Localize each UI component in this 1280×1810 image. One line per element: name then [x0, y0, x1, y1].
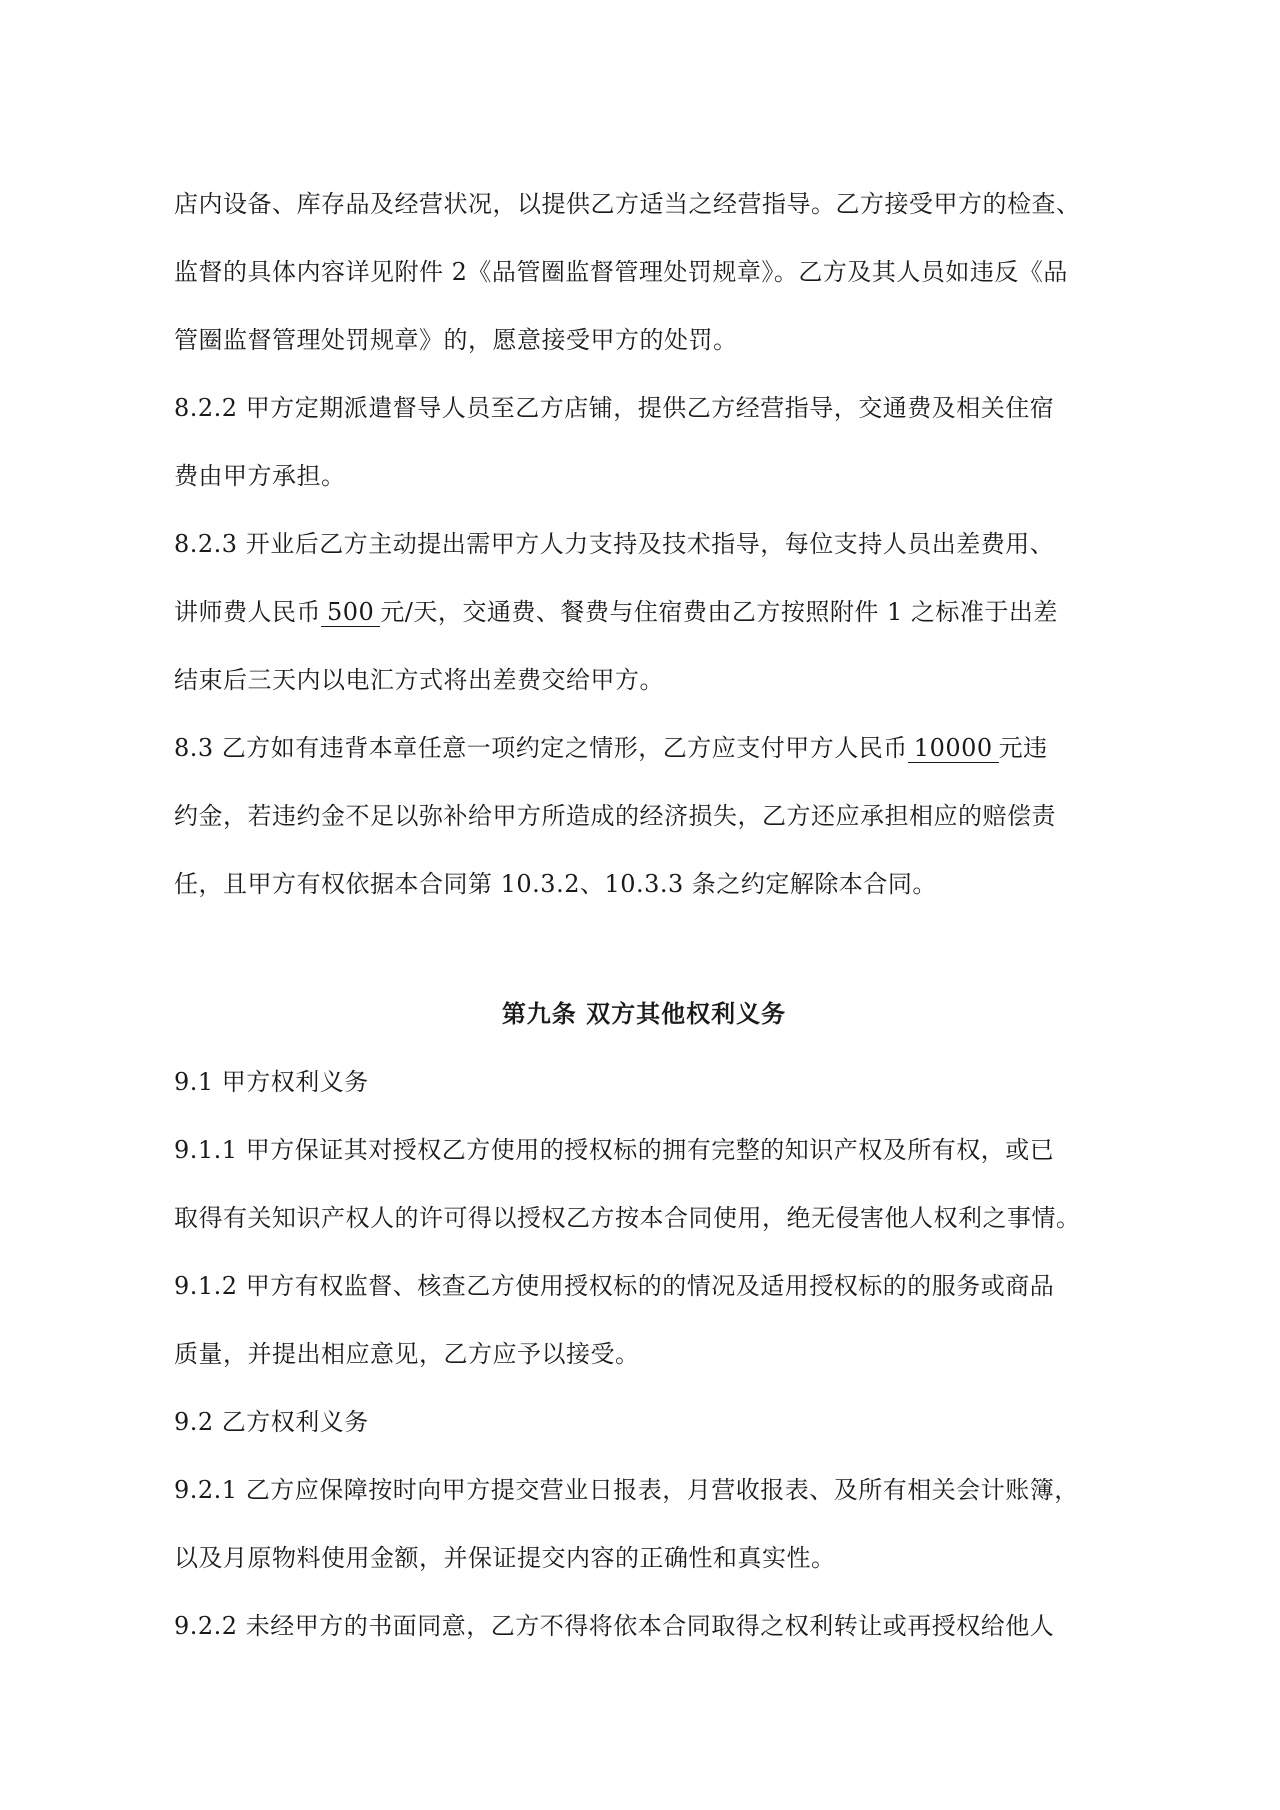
- paragraph-line: 取得有关知识产权人的许可得以授权乙方按本合同使用，绝无侵害他人权利之事情。: [174, 1204, 1081, 1232]
- clause-8-3: [174, 714, 1114, 782]
- paragraph-line: 结束后三天内以电汇方式将出差费交给甲方。: [174, 666, 664, 694]
- paragraph-line: 监督的具体内容详见附件 2《品管圈监督管理处罚规章》。乙方及其人员如违反《品: [174, 258, 1068, 286]
- text-segment: 讲师费人民币: [174, 598, 321, 626]
- clause-8-2-3: 8.2.3 开业后乙方主动提出需甲方人力支持及技术指导，每位支持人员出差费用、: [174, 530, 1055, 558]
- paragraph-line: 店内设备、库存品及经营状况，以提供乙方适当之经营指导。乙方接受甲方的检查、: [174, 190, 1081, 218]
- clause-9-2-2: 9.2.2 未经甲方的书面同意，乙方不得将依本合同取得之权利转让或再授权给他人: [174, 1612, 1055, 1640]
- text-segment: 8.3 乙方如有违背本章任意一项约定之情形，乙方应支付甲方人民币: [174, 734, 908, 762]
- paragraph-line: 费由甲方承担。: [174, 462, 346, 490]
- clause-9-1: 9.1 甲方权利义务: [174, 1068, 369, 1096]
- clause-9-1-1: 9.1.1 甲方保证其对授权乙方使用的授权标的拥有完整的知识产权及所有权，或已: [174, 1136, 1055, 1164]
- paragraph-line: 任，且甲方有权依据本合同第 10.3.2、10.3.3 条之约定解除本合同。: [174, 870, 937, 898]
- paragraph-line: 质量，并提出相应意见，乙方应予以接受。: [174, 1340, 640, 1368]
- paragraph-line: 以及月原物料使用金额，并保证提交内容的正确性和真实性。: [174, 1544, 836, 1572]
- paragraph-line: 约金，若违约金不足以弥补给甲方所造成的经济损失，乙方还应承担相应的赔偿责: [174, 802, 1056, 830]
- paragraph-line: 管圈监督管理处罚规章》的，愿意接受甲方的处罚。: [174, 326, 738, 354]
- text-segment: 元/天，交通费、餐费与住宿费由乙方按照附件 1 之标准于出差: [380, 598, 1058, 626]
- paragraph-line: [174, 578, 1114, 646]
- clause-8-2-2: 8.2.2 甲方定期派遣督导人员至乙方店铺，提供乙方经营指导，交通费及相关住宿: [174, 394, 1055, 422]
- clause-9-2-1: 9.2.1 乙方应保障按时向甲方提交营业日报表，月营收报表、及所有相关会计账簿，: [174, 1476, 1079, 1504]
- penalty-amount-blank: 10000: [908, 734, 999, 763]
- document-page: [174, 170, 1114, 1660]
- fee-amount-blank: 500: [321, 598, 380, 627]
- article-9-heading: 第九条 双方其他权利义务: [501, 1000, 787, 1028]
- clause-9-2: 9.2 乙方权利义务: [174, 1408, 369, 1436]
- clause-9-1-2: 9.1.2 甲方有权监督、核查乙方使用授权标的的情况及适用授权标的的服务或商品: [174, 1272, 1055, 1300]
- section-spacer: [174, 918, 1114, 980]
- text-segment: 元违: [998, 734, 1048, 762]
